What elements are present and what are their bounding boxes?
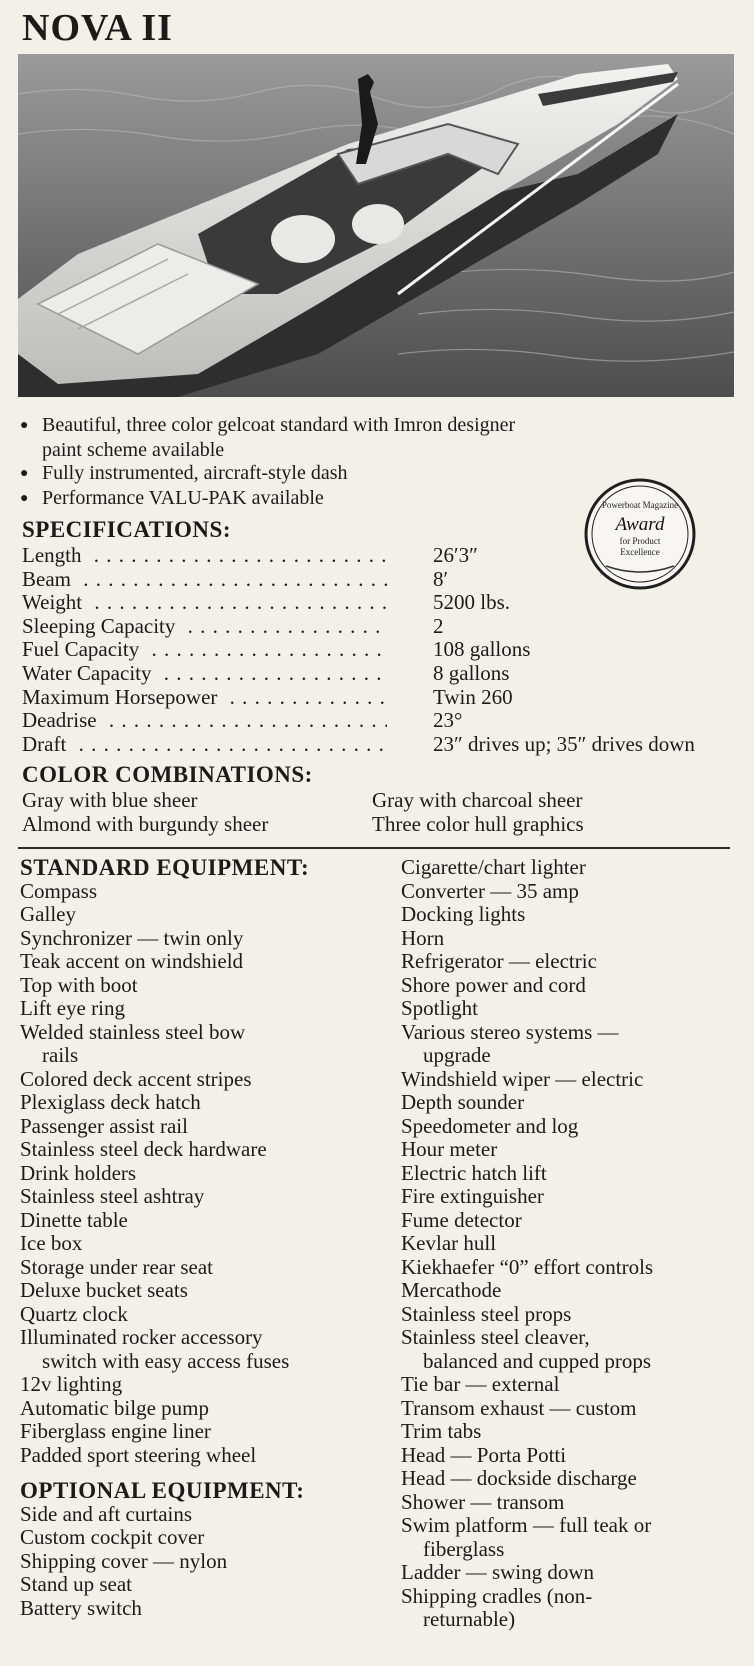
equipment-item: Compass xyxy=(20,878,98,903)
optional-item: Spotlight xyxy=(401,996,479,1020)
equipment-item: 12v lighting xyxy=(20,1372,123,1396)
spec-value: 2 xyxy=(433,613,444,638)
equipment-item: Stainless steel ashtray xyxy=(20,1184,205,1208)
specifications-heading: SPECIFICATIONS: xyxy=(22,517,231,542)
equipment-item: Welded stainless steel bow xyxy=(20,1019,246,1044)
spec-value: Twin 260 xyxy=(433,684,513,709)
equipment-item: Fiberglass engine liner xyxy=(20,1419,211,1443)
color-row xyxy=(22,813,742,837)
spec-value: 5200 lbs. xyxy=(433,590,511,615)
optional-item: Swim platform — full teak or xyxy=(401,1513,652,1537)
equipment-item: Drink holders xyxy=(20,1160,137,1185)
color-combinations-list xyxy=(22,789,742,836)
bullet-dot xyxy=(20,487,42,512)
optional-item: Fume detector xyxy=(401,1207,522,1232)
spec-row xyxy=(22,733,742,757)
equipment-right-column xyxy=(401,856,741,1632)
optional-item: Stainless steel cleaver, xyxy=(401,1325,590,1349)
optional-item-continued: returnable) xyxy=(423,1607,516,1631)
equipment-item: Quartz clock xyxy=(20,1301,128,1326)
optional-item: Hour meter xyxy=(401,1137,498,1161)
optional-item: Custom cockpit cover xyxy=(20,1525,205,1549)
award-line-1: Powerboat Magazine xyxy=(601,500,679,510)
optional-item: Converter — 35 amp xyxy=(401,878,579,903)
optional-item: Stainless steel props xyxy=(401,1301,572,1326)
bullet-dot xyxy=(20,414,42,439)
optional-item: Trim tabs xyxy=(401,1419,482,1443)
spec-value: 23° xyxy=(433,708,463,733)
optional-item: Head — dockside discharge xyxy=(401,1466,637,1490)
optional-item: Cigarette/chart lighter xyxy=(401,855,586,879)
award-line-3: for Product xyxy=(619,536,661,546)
spec-value: 108 gallons xyxy=(433,637,531,662)
optional-item: Fire extinguisher xyxy=(401,1184,544,1208)
optional-item-continued: upgrade xyxy=(423,1043,491,1067)
optional-item: Head — Porta Potti xyxy=(401,1442,567,1467)
color-item: Gray with blue sheer xyxy=(22,788,198,812)
spec-label: Water Capacity . . . xyxy=(22,662,387,686)
optional-item: Horn xyxy=(401,925,445,950)
optional-item: Refrigerator — electric xyxy=(401,949,597,973)
equipment-item: Galley xyxy=(20,902,76,926)
spec-row xyxy=(22,591,742,615)
award-line-4: Excellence xyxy=(620,547,660,557)
equipment-item: Illuminated rocker accessory xyxy=(20,1325,263,1349)
equipment-item-continued: rails xyxy=(42,1043,79,1067)
optional-item: Kevlar hull xyxy=(401,1231,497,1255)
equipment-item: Passenger assist rail xyxy=(20,1113,188,1138)
optional-item: Windshield wiper — electric xyxy=(401,1066,644,1091)
feature-text: Beautiful, three color gelcoat standard with Imron designer xyxy=(42,414,516,436)
optional-item: Electric hatch lift xyxy=(401,1160,547,1185)
equipment-item: Dinette table xyxy=(20,1207,128,1232)
equipment-item: Lift eye ring xyxy=(20,996,125,1020)
color-item: Gray with charcoal sheer xyxy=(372,788,583,812)
feature-item xyxy=(20,414,660,439)
optional-item: Shipping cradles (non- xyxy=(401,1583,593,1608)
feature-item xyxy=(20,462,660,487)
optional-item: Side and aft curtains xyxy=(20,1501,193,1526)
feature-text: Performance VALU-PAK available xyxy=(42,487,324,509)
color-combinations-heading: COLOR COMBINATIONS: xyxy=(22,762,313,787)
optional-item: Mercathode xyxy=(401,1278,502,1302)
feature-item xyxy=(20,487,660,512)
equipment-item: Top with boot xyxy=(20,972,138,997)
spec-row xyxy=(22,615,742,639)
equipment-left-column xyxy=(20,856,390,1620)
equipment-item: Teak accent on windshield xyxy=(20,949,244,973)
standard-equipment-heading: STANDARD EQUIPMENT: xyxy=(20,855,310,880)
optional-item: Speedometer and log xyxy=(401,1113,579,1138)
spec-value: 8′ xyxy=(433,566,449,591)
equipment-item: Stainless steel deck hardware xyxy=(20,1137,267,1161)
optional-item: Kiekhaefer “0” effort controls xyxy=(401,1254,654,1279)
equipment-item: Plexiglass deck hatch xyxy=(20,1090,201,1114)
page-title: NOVA II xyxy=(22,7,173,49)
optional-item: Depth sounder xyxy=(401,1090,525,1114)
optional-item: Shipping cover — nylon xyxy=(20,1548,228,1573)
bullet-dot xyxy=(20,462,42,487)
color-item: Three color hull graphics xyxy=(372,811,584,836)
spec-label: Length . . . xyxy=(22,544,387,568)
optional-item: Shore power and cord xyxy=(401,972,586,997)
boat-photo xyxy=(18,54,734,397)
color-row xyxy=(22,789,742,813)
spec-label: Fuel Capacity . . . xyxy=(22,638,387,662)
equipment-item: Deluxe bucket seats xyxy=(20,1278,188,1302)
spec-label: Beam . . . xyxy=(22,568,387,592)
spec-row xyxy=(22,638,742,662)
feature-list xyxy=(20,414,660,512)
boat-photo-illustration xyxy=(18,54,734,397)
spec-label: Deadrise . . . xyxy=(22,709,387,733)
spec-row xyxy=(22,544,742,568)
optional-equipment-heading: OPTIONAL EQUIPMENT: xyxy=(20,1478,305,1503)
spec-label: Draft . . . xyxy=(22,733,387,757)
optional-item: Stand up seat xyxy=(20,1572,132,1596)
spec-label: Weight . . . xyxy=(22,591,387,615)
equipment-item: Automatic bilge pump xyxy=(20,1395,209,1420)
spec-value: 23″ drives up; 35″ drives down xyxy=(433,731,695,756)
section-divider xyxy=(18,847,730,849)
optional-item: Various stereo systems — xyxy=(401,1019,619,1044)
spec-row xyxy=(22,568,742,592)
spec-label: Maximum Horsepower . . . xyxy=(22,686,387,710)
equipment-item: Storage under rear seat xyxy=(20,1254,213,1279)
equipment-item-continued: switch with easy access fuses xyxy=(42,1348,290,1373)
spec-row xyxy=(22,709,742,733)
optional-item-continued: balanced and cupped props xyxy=(423,1348,651,1373)
spec-row xyxy=(22,686,742,710)
optional-item: Transom exhaust — custom xyxy=(401,1395,637,1420)
feature-text-continued: paint scheme available xyxy=(42,439,225,461)
optional-item: Ladder — swing down xyxy=(401,1560,595,1584)
optional-item: Tie bar — external xyxy=(401,1372,560,1396)
equipment-item: Synchronizer — twin only xyxy=(20,925,244,950)
award-line-2: Award xyxy=(615,514,665,535)
optional-item: Battery switch xyxy=(20,1595,142,1620)
spec-row xyxy=(22,662,742,686)
spec-value: 8 gallons xyxy=(433,660,510,685)
feature-text: Fully instrumented, aircraft-style dash xyxy=(42,462,348,484)
equipment-item: Ice box xyxy=(20,1231,83,1255)
spec-value: 26′3″ xyxy=(433,543,478,567)
specifications-table xyxy=(22,544,742,756)
optional-item-continued: fiberglass xyxy=(423,1536,505,1561)
optional-item: Docking lights xyxy=(401,902,526,926)
equipment-item: Colored deck accent stripes xyxy=(20,1066,252,1091)
spec-label: Sleeping Capacity . . . xyxy=(22,615,387,639)
optional-item: Shower — transom xyxy=(401,1489,565,1514)
color-item: Almond with burgundy sheer xyxy=(22,811,269,836)
equipment-item: Padded sport steering wheel xyxy=(20,1442,257,1467)
